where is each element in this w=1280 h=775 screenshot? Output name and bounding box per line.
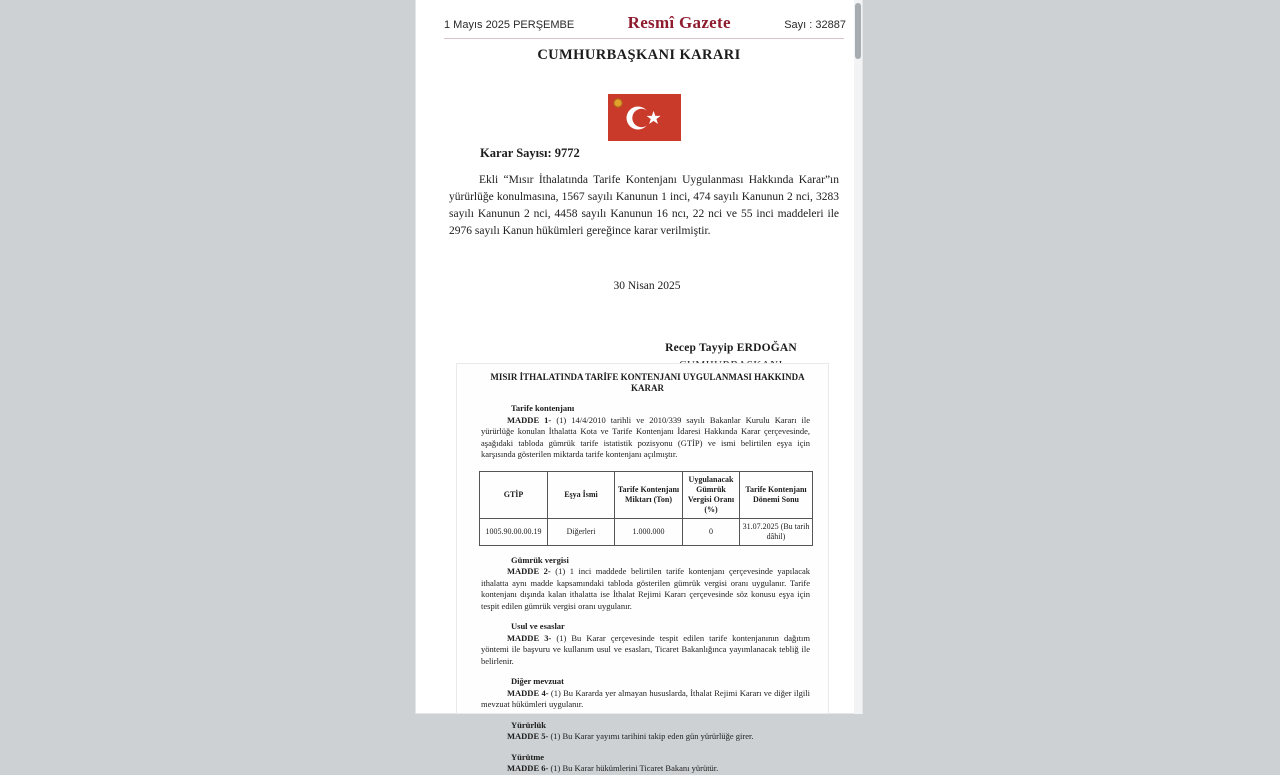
article-heading: Yürütme — [511, 751, 545, 762]
gazette-page — [415, 0, 863, 773]
article-body: (1) Bu Karar yayımı tarihini takip eden gün yürürlüğe girer. — [550, 731, 754, 741]
section-title: CUMHURBAŞKANI KARARI — [537, 47, 741, 63]
decree-article-2 — [481, 554, 810, 613]
decree-article-5 — [485, 720, 810, 743]
table-header-row — [480, 471, 813, 518]
turkish-flag-image — [608, 94, 681, 141]
cell-donem: 31.07.2025 (Bu tarih dâhil) — [740, 518, 813, 545]
article-label: MADDE 5- — [507, 731, 549, 741]
article-body: (1) Bu Kararda yer almayan hususlarda, İthalat Rejimi Kararı ve diğer ilgili mevzuat hükümleri uygulanır. — [481, 687, 810, 709]
decree-article-4 — [481, 676, 810, 711]
article-label: MADDE 6- — [507, 763, 549, 773]
col-header-donem: Tarife Kontenjanı Dönemi Sonu — [740, 471, 813, 518]
table-row — [480, 518, 813, 545]
article-body: (1) 1 inci maddede belirtilen tarife kontenjanı çerçevesinde yapılacak ithalatta aynı madde kapsamındaki tabloda gösterilen gümrük vergisi oranı uygulanır. Tarife kontenjanı dışında kalan ithalatta ise İthalat Rejimi Kararı çerçevesinde söz konusu eşya için tespit edilen gümrük vergisi oranı uygulanır. — [481, 566, 810, 611]
decree-article-1 — [481, 403, 810, 461]
decision-body-text: Ekli “Mısır İthalatında Tarife Kontenjanı Uygulanması Hakkında Karar”ın yürürlüğe konulmasına, 1567 sayılı Kanunun 1 inci, 474 sayılı Kanunun 2 nci, 3283 sayılı Kanunun 2 nci, 4458 sayılı Kanunun 16 ncı, 22 nci ve 55 inci maddeleri ile 2976 sayılı Kanun hükümleri gereğince karar verilmiştir. — [449, 174, 839, 237]
gazette-title: Resmî Gazete — [627, 13, 731, 32]
article-text — [481, 688, 810, 711]
article-body: (1) Bu Karar hükümlerini Ticaret Bakanı yürütür. — [550, 763, 719, 773]
article-label: MADDE 2- — [507, 566, 551, 576]
col-header-esya: Eşya İsmi — [548, 471, 615, 518]
attached-decree-page — [456, 363, 829, 773]
signature-name: Recep Tayyip ERDOĞAN — [665, 342, 797, 354]
tariff-quota-table — [479, 471, 813, 546]
article-text — [481, 763, 810, 775]
article-text — [481, 731, 810, 743]
article-label: MADDE 3- — [507, 632, 552, 643]
header-divider — [444, 38, 844, 39]
turkish-flag-icon — [608, 94, 681, 141]
article-heading: Yürürlük — [511, 719, 546, 730]
article-label: MADDE 1- — [507, 414, 552, 425]
col-header-gtip: GTİP — [480, 471, 548, 518]
col-header-oran: Uygulanacak Gümrük Vergisi Oranı (%) — [683, 471, 740, 518]
article-text — [481, 566, 810, 612]
decree-article-3 — [481, 621, 810, 667]
decree-article-6 — [485, 752, 810, 775]
decision-number: Karar Sayısı: 9772 — [480, 146, 580, 160]
article-body: (1) 14/4/2010 tarihli ve 2010/339 sayılı Bakanlar Kurulu Kararı ile yürürlüğe konulan İthalatta Kota ve Tarife Kontenjanı İdaresi Hakkında Karar çerçevesinde, aşağıdaki tabloda gümrük tarife istatistik pozisyonu (GTİP) ve ismi belirtilen eşya için karşısında gösterilen miktarda tarife kontenjanı açılmıştır. — [481, 414, 810, 459]
page-scrollbar-thumb[interactable] — [855, 3, 861, 59]
gazette-issue-number: Sayı : 32887 — [784, 19, 846, 31]
page-scrollbar-track[interactable] — [854, 0, 862, 714]
article-body: (1) Bu Karar çerçevesinde tespit edilen tarife kontenjanının dağıtım yöntemi ile başvuru ve kullanım usul ve esasları, Ticaret Bakanlığınca yayımlanacak tebliğ ile belirlenir. — [481, 632, 810, 666]
decision-date: 30 Nisan 2025 — [613, 280, 681, 292]
article-text — [481, 633, 810, 668]
col-header-miktar: Tarife Kontenjanı Miktarı (Ton) — [615, 471, 683, 518]
cell-esya: Diğerleri — [548, 518, 615, 545]
cell-miktar: 1.000.000 — [615, 518, 683, 545]
gazette-header — [416, 0, 862, 33]
article-heading: Usul ve esaslar — [511, 621, 565, 631]
cell-gtip: 1005.90.00.00.19 — [480, 518, 548, 545]
decree-title: MISIR İTHALATINDA TARİFE KONTENJANI UYGULANMASI HAKKINDA KARAR — [490, 372, 805, 393]
article-label: MADDE 4- — [507, 687, 549, 698]
article-text — [481, 415, 810, 461]
article-heading: Tarife kontenjanı — [511, 403, 575, 413]
gazette-date: 1 Mayıs 2025 PERŞEMBE — [444, 19, 575, 31]
article-heading: Gümrük vergisi — [511, 554, 569, 565]
article-heading: Diğer mevzuat — [511, 676, 564, 686]
cell-oran: 0 — [683, 518, 740, 545]
